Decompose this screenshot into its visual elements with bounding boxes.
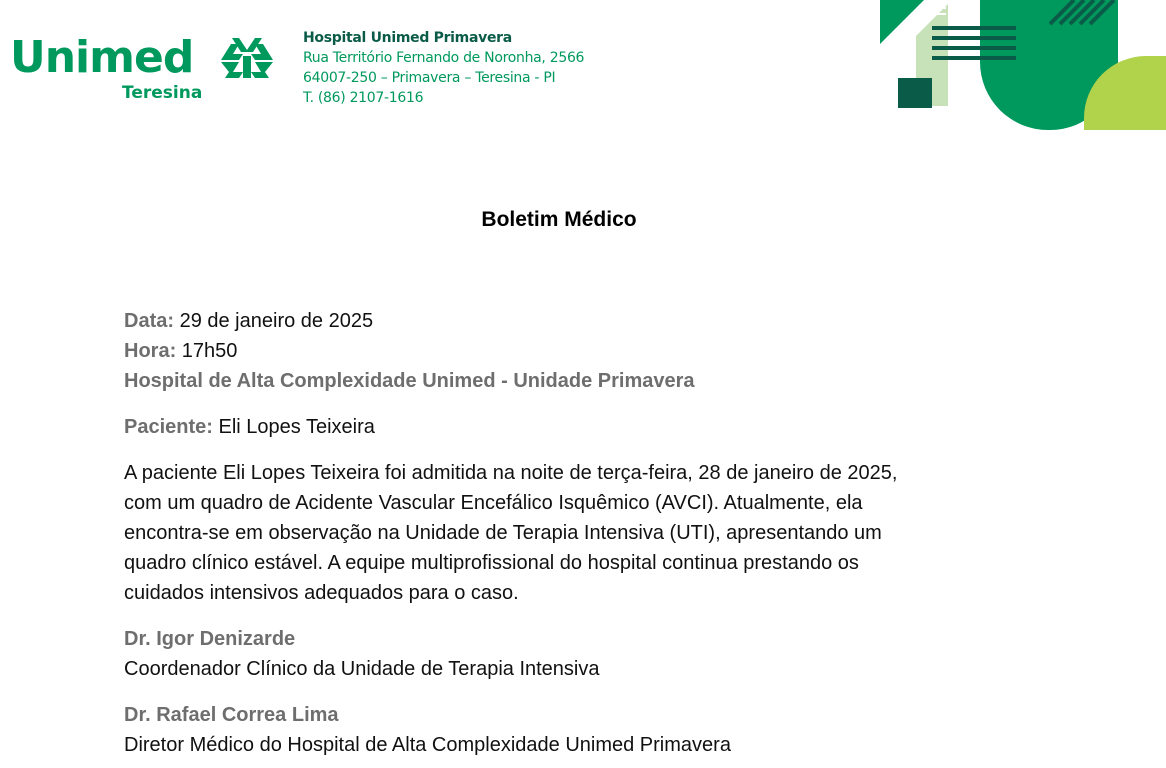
decorative-shapes: [880, 0, 1166, 130]
date-line: [124, 306, 1024, 336]
hospital-name: Hospital de Alta Complexidade Unimed - Unidade Primavera: [124, 370, 695, 392]
signatory-2: [124, 700, 1024, 760]
signatory-name: Dr. Rafael Correa Lima: [124, 704, 339, 726]
document-body: [124, 306, 1024, 760]
time-label: Hora:: [124, 340, 177, 362]
patient-value: Eli Lopes Teixeira: [218, 416, 375, 438]
signatory-role: Diretor Médico do Hospital de Alta Complexidade Unimed Primavera: [124, 734, 731, 756]
paragraph-line: A paciente Eli Lopes Teixeira foi admitida na noite de terça-feira, 28 de janeiro de 2025,: [124, 462, 898, 484]
date-value: 29 de janeiro de 2025: [179, 310, 374, 332]
logo-city: Teresina: [122, 83, 203, 103]
signatory-role: Coordenador Clínico da Unidade de Terapia Intensiva: [124, 658, 600, 680]
address-street: Rua Território Fernando de Noronha, 2566: [303, 50, 585, 66]
paragraph-line: cuidados intensivos adequados para o caso.: [124, 582, 519, 604]
document-title: Boletim Médico: [481, 208, 637, 231]
paragraph-line: quadro clínico estável. A equipe multiprofissional do hospital continua prestando os: [124, 552, 859, 574]
paragraph-line: com um quadro de Acidente Vascular Encefálico Isquêmico (AVCI). Atualmente, ela: [124, 492, 863, 514]
signatory-name: Dr. Igor Denizarde: [124, 628, 296, 650]
date-label: Data:: [124, 310, 175, 332]
letterhead: [0, 0, 1166, 140]
address-city: 64007-250 – Primavera – Teresina - PI: [303, 70, 556, 86]
paragraph-line: encontra-se em observação na Unidade de Terapia Intensiva (UTI), apresentando um: [124, 522, 882, 544]
unimed-logo: [10, 30, 280, 110]
patient-label: Paciente:: [124, 416, 213, 438]
unimed-pine-icon: [217, 38, 277, 78]
logo-wordmark: Unimed: [10, 32, 194, 83]
address-hospital-name: Hospital Unimed Primavera: [303, 30, 512, 46]
signatory-1: [124, 624, 1024, 684]
time-value: 17h50: [181, 340, 238, 362]
address-phone: T. (86) 2107-1616: [303, 90, 424, 106]
hospital-address-block: [303, 28, 584, 108]
patient-line: [124, 412, 1024, 442]
bulletin-paragraph: [124, 458, 1024, 608]
time-line: [124, 336, 1024, 366]
